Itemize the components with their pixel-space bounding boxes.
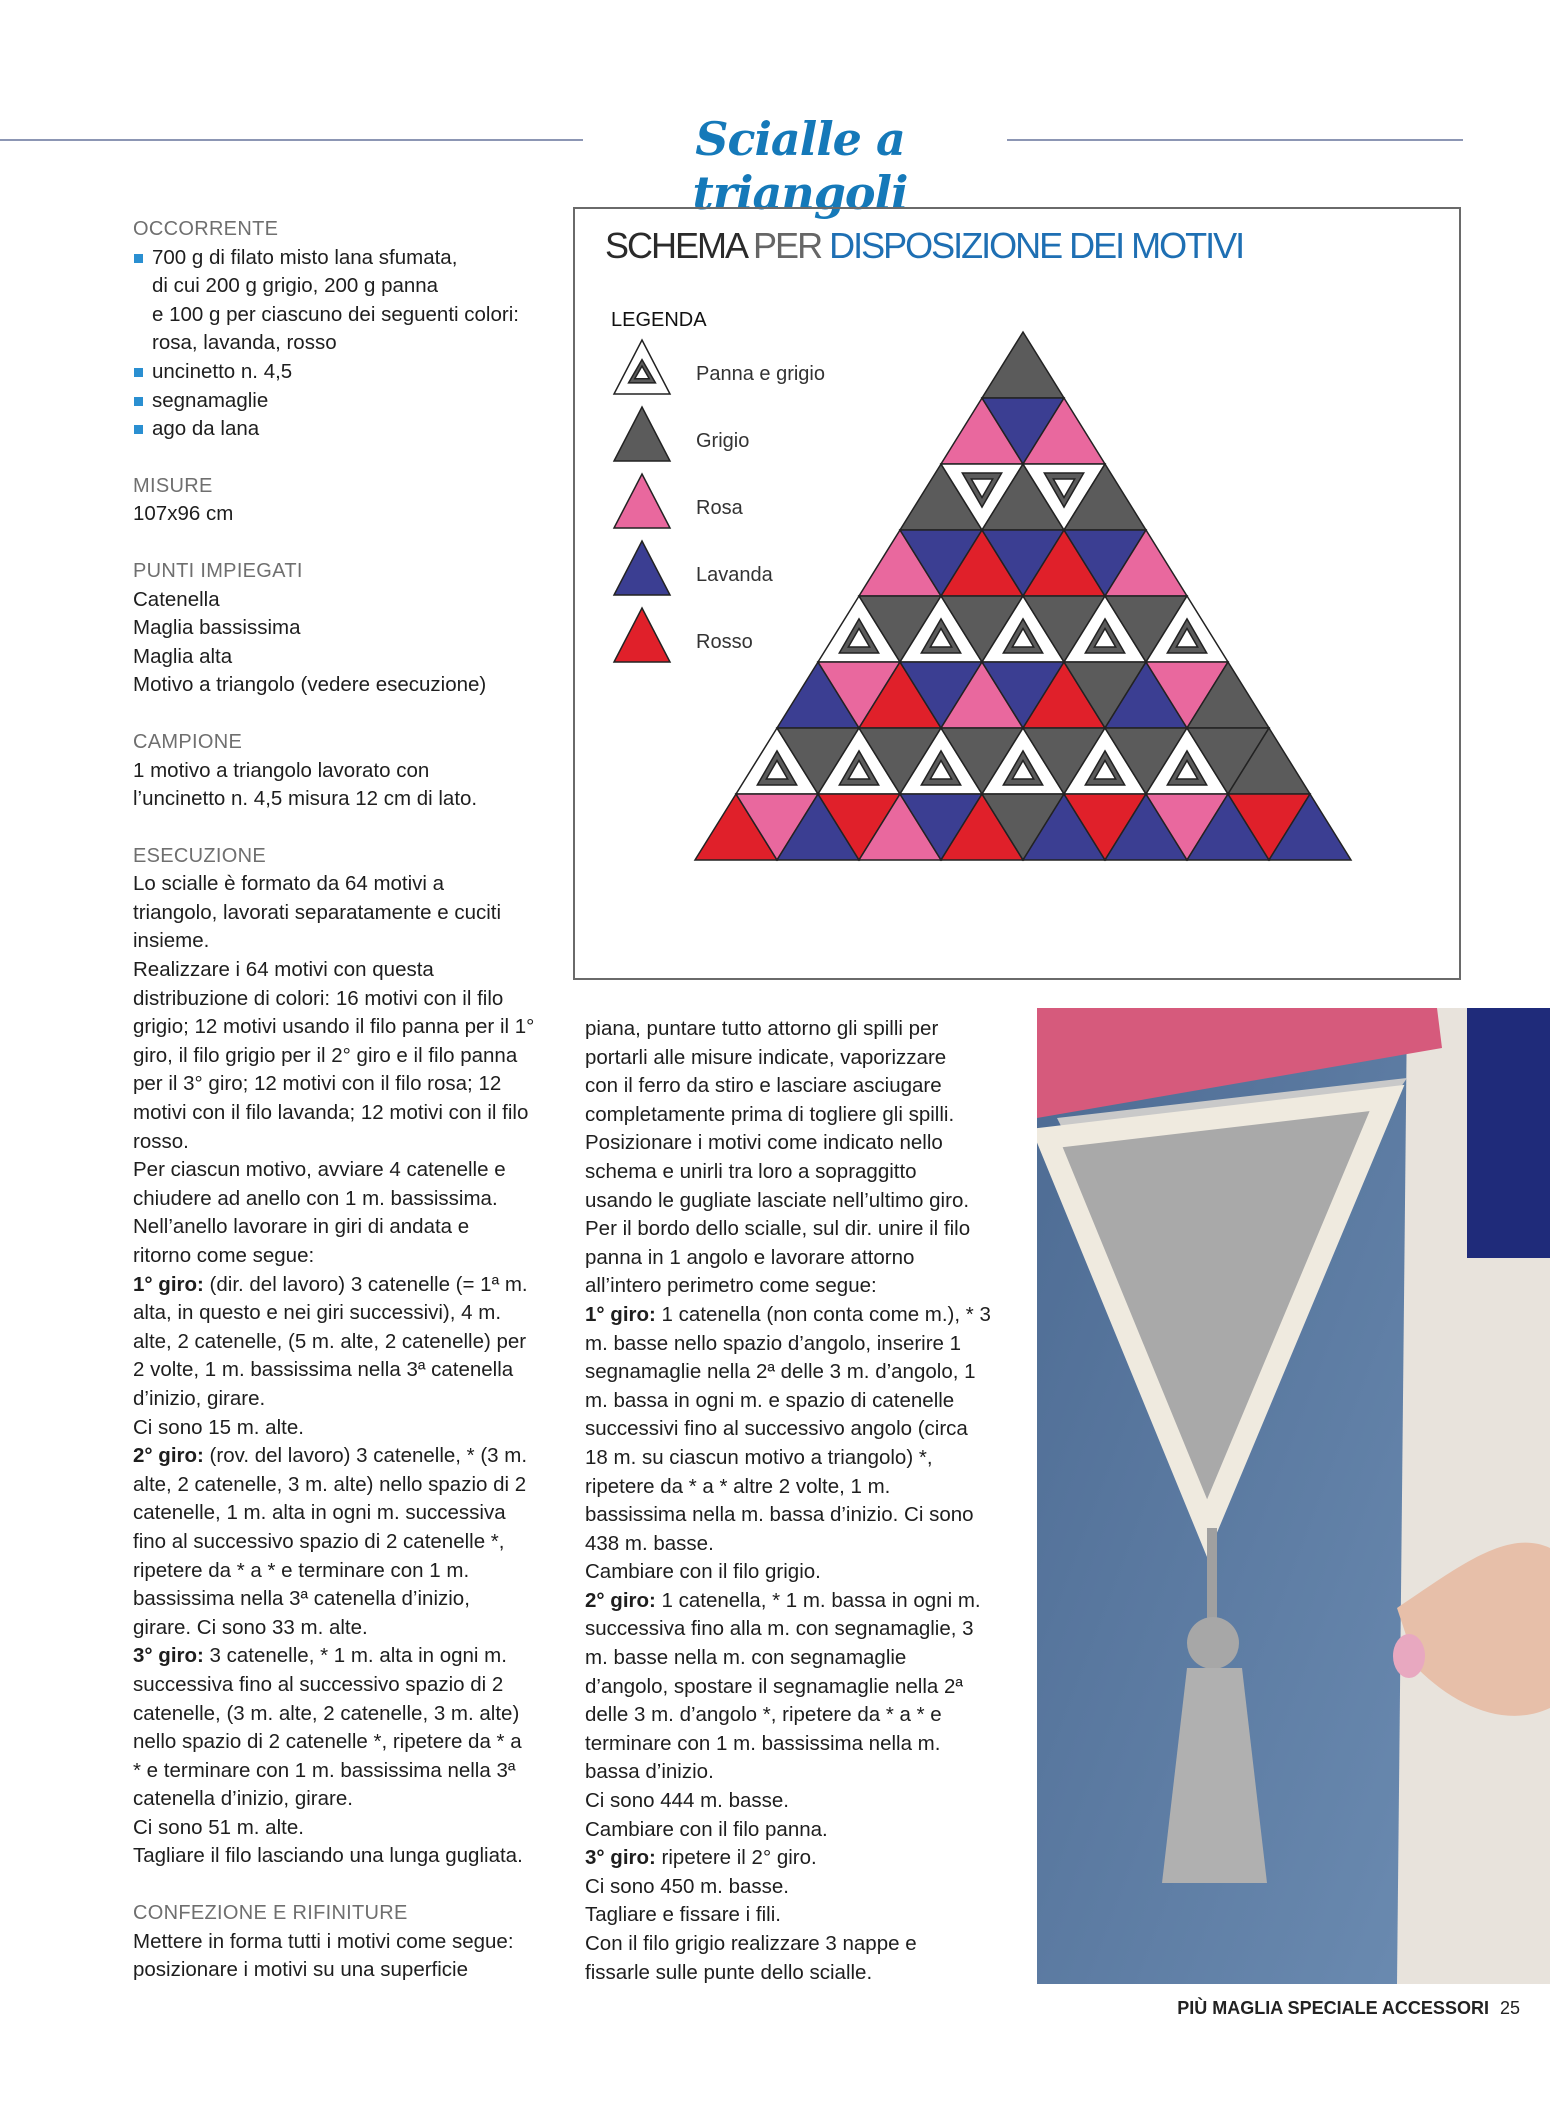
text-line: fino al successivo spazio di 2 catenelle *, [133,1529,505,1553]
text-line: all’intero perimetro come segue: [585,1274,877,1298]
stitch-item: Maglia alta [133,644,233,668]
text-line: insieme. [133,929,210,953]
text-line: fissarle sulle punte dello scialle. [585,1960,873,1984]
occorrente-heading: OCCORRENTE [133,218,279,240]
border-round-2-paragraph [585,1587,1015,1844]
legend-title: LEGENDA [611,309,707,331]
punti-heading: PUNTI IMPIEGATI [133,559,303,582]
material-line: e 100 g per ciascuno dei seguenti colori: [152,302,519,326]
text-line: Tagliare il filo lasciando una lunga gugliata. [133,1844,523,1868]
text-line: chiudere ad anello con 1 m. bassissima. [133,1186,498,1210]
text-line: giro, il filo grigio per il 2° giro e il filo panna [133,1043,518,1067]
legend-swatch [614,474,670,528]
motif-triangle [982,332,1064,398]
text-line: 18 m. su ciascun motivo a triangolo) *, [585,1445,933,1469]
border-round-1-paragraph [585,1301,1015,1587]
text-line: alta, in questo e nei giri successivi), 4 m. [133,1301,502,1325]
text-line: 438 m. basse. [585,1531,714,1555]
text-line: per il 3° giro; 12 motivi con il filo rosa; 12 [133,1072,502,1096]
stitch-item: Catenella [133,587,220,611]
misure-heading: MISURE [133,474,213,497]
text-line: m. basse nello spazio d’angolo, inserire 1 [585,1331,962,1355]
legend-label: Panna e grigio [696,363,825,385]
stitch-item: Maglia bassissima [133,616,301,640]
text-line: bassa d’inizio. [585,1760,714,1784]
triangle-layout-diagram [0,0,1550,1000]
text-line: usando le gugliate lasciate nell’ultimo giro. [585,1188,970,1212]
text-line: * e terminare con 1 m. bassissima nella 3ª [133,1758,516,1782]
text-line: successivi fino al successivo angolo (circa [585,1417,968,1441]
text-line: con il ferro da stiro e lasciare asciugare [585,1074,942,1098]
text-line: terminare con 1 m. bassissima nella m. [585,1731,941,1755]
text-line: d’inizio, girare. [133,1386,266,1410]
material-line: ago da lana [152,417,260,441]
text-line: d’angolo, spostare il segnamaglie nella 2ª [585,1674,963,1698]
misure-value: 107x96 cm [133,502,234,526]
round-label: 3° giro: [585,1846,656,1870]
legend-label: Rosso [696,631,753,653]
text-line: successiva fino alla m. con segnamaglie, 3 [585,1617,974,1641]
magazine-name: PIÙ MAGLIA SPECIALE ACCESSORI [1177,1998,1489,2018]
text-line: 1 catenella, * 1 m. bassa in ogni m. [655,1588,981,1612]
text-line: segnamaglie nella 2ª delle 3 m. d’angolo, 1 [585,1360,976,1384]
text-line: schema e unirli tra loro a sopraggitto [585,1159,917,1183]
text-line: catenelle, 1 m. alta in ogni m. successiva [133,1501,506,1525]
text-line: 2 volte, 1 m. bassissima nella 3ª catenella [133,1358,514,1382]
text-line: portarli alle misure indicate, vaporizzare [585,1045,947,1069]
material-line: 700 g di filato misto lana sfumata, [152,245,458,269]
text-line: grigio; 12 motivi usando il filo panna per il 1° [133,1015,535,1039]
text-line: Ci sono 51 m. alte. [133,1815,304,1839]
confezione-heading: CONFEZIONE E RIFINITURE [133,1902,408,1925]
text-line: rosso. [133,1129,189,1153]
text-line: ripetere da * a * e terminare con 1 m. [133,1558,470,1582]
diagram-title-part1: SCHEMA [605,225,746,266]
text-line: (dir. del lavoro) 3 catenelle (= 1ª m. [203,1272,528,1296]
text-line: distribuzione di colori: 16 motivi con il filo [133,986,504,1010]
text-line: alte, 2 catenelle, (5 m. alte, 2 catenelle) per [133,1329,527,1353]
round-3-paragraph [133,1642,563,1871]
text-line: catenelle, (3 m. alte, 2 catenelle, 3 m. alte) [133,1701,520,1725]
text-line: Cambiare con il filo grigio. [585,1560,821,1584]
round-1-paragraph [133,1271,563,1443]
text-line: Posizionare i motivi come indicato nello [585,1131,943,1155]
material-line: uncinetto n. 4,5 [152,359,293,383]
text-line: 1 catenella (non conta come m.), * 3 [655,1302,991,1326]
material-line: segnamaglie [152,388,269,412]
page-title: Scialle a triangoli [692,112,908,220]
text-line: motivi con il filo lavanda; 12 motivi con il filo [133,1101,529,1125]
text-line: Cambiare con il filo panna. [585,1817,828,1841]
text-line: m. bassa in ogni m. e spazio di catenelle [585,1388,955,1412]
text-line: panna in 1 angolo e lavorare attorno [585,1245,915,1269]
page-number: 25 [1499,1998,1520,2018]
page-footer [1177,1998,1520,2019]
text-line: Nell’anello lavorare in giri di andata e [133,1215,470,1239]
text-line: Ci sono 444 m. basse. [585,1789,789,1813]
legend-swatch [614,541,670,595]
text-line: piana, puntare tutto attorno gli spilli per [585,1017,939,1040]
confezione-text [133,1928,563,1985]
text-line: ritorno come segue: [133,1244,315,1267]
text-line: triangolo, lavorati separatamente e cuciti [133,900,502,924]
legend-label: Grigio [696,430,750,452]
text-line: Per il bordo dello scialle, sul dir. unire il filo [585,1217,971,1241]
text-line: Tagliare e fissare i fili. [585,1903,781,1927]
legend-label: Rosa [696,497,743,519]
text-line: completamente prima di togliere gli spilli. [585,1102,955,1126]
text-line: Lo scialle è formato da 64 motivi a [133,872,445,896]
text-line: successiva fino al successivo spazio di 2 [133,1672,504,1696]
text-line: delle 3 m. d’angolo *, ripetere da * a * e [585,1703,942,1727]
legend-label: Lavanda [696,564,773,586]
text-line: ripetere da * a * altre 2 volte, 1 m. [585,1474,891,1498]
round-label: 3° giro: [133,1644,204,1668]
round-2-paragraph [133,1442,563,1642]
legend-swatch [614,407,670,461]
legend-swatch [614,608,670,662]
text-line: 1 motivo a triangolo lavorato con [133,758,430,782]
text-line: 3 catenelle, * 1 m. alta in ogni m. [203,1644,507,1668]
finishing-text [585,1015,1015,1301]
text-line: posizionare i motivi su una superficie [133,1958,468,1982]
text-line: catenella d’inizio, girare. [133,1787,353,1811]
diagram-title-part3: DISPOSIZIONE DEI MOTIVI [829,225,1244,266]
middle-column [585,1015,1015,1987]
text-line: ripetere il 2° giro. [655,1846,817,1870]
text-line: Realizzare i 64 motivi con questa [133,958,434,982]
campione-heading: CAMPIONE [133,730,243,753]
round-label: 2° giro: [133,1444,204,1468]
round-label: 1° giro: [133,1272,204,1296]
round-label: 1° giro: [585,1302,656,1326]
text-line: (rov. del lavoro) 3 catenelle, * (3 m. [203,1444,528,1468]
text-line: bassissima nella 3ª catenella d’inizio, [133,1587,470,1611]
border-round-3-paragraph [585,1844,1015,1987]
round-label: 2° giro: [585,1588,656,1612]
text-line: m. basse nella m. con segnamaglie [585,1646,907,1670]
material-line: di cui 200 g grigio, 200 g panna [152,274,439,298]
diagram-title-part2: PER [745,225,830,266]
text-line: girare. Ci sono 33 m. alte. [133,1615,368,1639]
text-line: Ci sono 450 m. basse. [585,1874,789,1898]
text-line: Ci sono 15 m. alte. [133,1415,304,1439]
material-line: rosa, lavanda, rosso [152,331,337,355]
text-line: alte, 2 catenelle, 3 m. alte) nello spazio di 2 [133,1472,527,1496]
text-line: Per ciascun motivo, avviare 4 catenelle e [133,1158,506,1182]
text-line: Mettere in forma tutti i motivi come segue: [133,1929,514,1953]
text-line: bassissima nella m. bassa d’inizio. Ci sono [585,1503,974,1527]
text-line: nello spazio di 2 catenelle *, ripetere da * a [133,1730,522,1754]
stitch-item: Motivo a triangolo (vedere esecuzione) [133,673,487,697]
shawl-photo [1037,1008,1550,1984]
text-line: Con il filo grigio realizzare 3 nappe e [585,1932,917,1955]
text-line: l’uncinetto n. 4,5 misura 12 cm di lato. [133,787,478,811]
esecuzione-heading: ESECUZIONE [133,844,267,867]
